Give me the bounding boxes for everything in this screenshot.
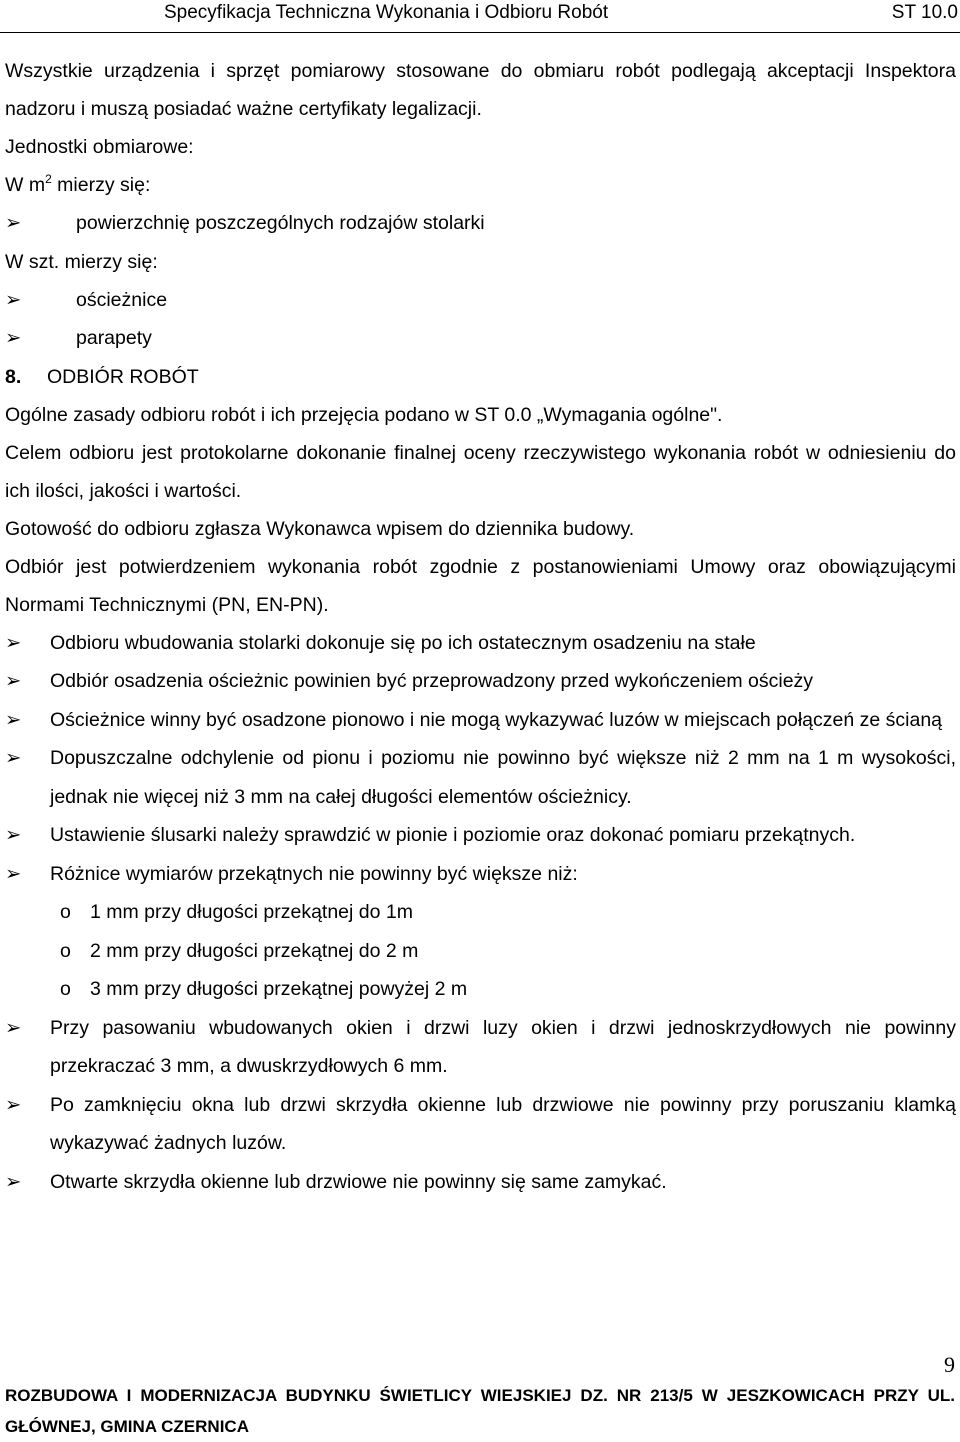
paragraph-aim: Celem odbioru jest protokolarne dokonanie finalnej oceny rzeczywistego wykonania robót w odniesieniu do ich ilości, jakości i wartości. [5, 441, 956, 502]
list-item [5, 281, 956, 320]
sub-list-item [5, 932, 956, 971]
list-item [5, 624, 956, 663]
m2-prefix: W m [5, 174, 46, 196]
section-number: 8. [5, 365, 22, 388]
arrow-bullet-icon: ➢ [5, 631, 22, 654]
list-item [5, 701, 956, 740]
list-item-text: powierzchnię poszczególnych rodzajów stolarki [76, 212, 485, 234]
units-label: Jednostki obmiarowe: [5, 136, 194, 158]
list-item-text: ościeżnice [76, 288, 168, 311]
list-item-text: Dopuszczalne odchylenie od pionu i poziomu nie powinno być większe niż 2 mm na 1 m wysokości, jednak nie więcej niż 3 mm na całej długości elementów ościeżnicy. [50, 747, 956, 808]
document-body [5, 52, 956, 1201]
m2-superscript: 2 [45, 172, 52, 186]
list-item [5, 1163, 956, 1202]
arrow-bullet-icon: ➢ [5, 1170, 22, 1193]
arrow-bullet-icon: ➢ [5, 1093, 22, 1116]
arrow-bullet-icon: ➢ [5, 708, 22, 731]
arrow-bullet-icon: ➢ [5, 670, 22, 692]
list-item [5, 1086, 956, 1163]
circle-bullet-icon: o [60, 978, 71, 1000]
list-item-text: Otwarte skrzydła okienne lub drzwiowe nie powinny się same zamykać. [50, 1170, 667, 1193]
paragraph-intro: Wszystkie urządzenia i sprzęt pomiarowy stosowane do obmiaru robót podlegają akceptacji Inspektora nadzoru i muszą posiadać ważne certyfikaty legalizacji. [5, 60, 956, 120]
arrow-bullet-icon: ➢ [5, 862, 22, 885]
list-item [5, 1009, 956, 1086]
list-item-text: Różnice wymiarów przekątnych nie powinny być większe niż: [50, 862, 578, 885]
list-item-text: Przy pasowaniu wbudowanych okien i drzwi luzy okien i drzwi jednoskrzydłowych nie powinny przekraczać 3 mm, a dwuskrzydłowych 6 mm. [50, 1016, 956, 1077]
list-item-text: Odbioru wbudowania stolarki dokonuje się po ich ostatecznym osadzeniu na stałe [50, 631, 756, 654]
section-heading [5, 358, 956, 396]
list-item-text: Po zamknięciu okna lub drzwi skrzydła okienne lub drzwiowe nie powinny przy poruszaniu klamką wykazywać żadnych luzów. [50, 1093, 956, 1154]
paragraph-ready: Gotowość do odbioru zgłasza Wykonawca wpisem do dziennika budowy. [5, 517, 635, 540]
arrow-bullet-icon: ➢ [5, 824, 22, 846]
list-item [5, 855, 956, 894]
arrow-bullet-icon: ➢ [5, 1016, 22, 1039]
list-item-text: Odbiór osadzenia ościeżnic powinien być przeprowadzony przed wykończeniem ościeży [50, 670, 814, 692]
page-header [0, 0, 960, 33]
sub-list-item-text: 3 mm przy długości przekątnej powyżej 2 m [90, 978, 468, 1000]
header-code: ST 10.0 [891, 2, 958, 23]
list-item-text: Ościeżnice winny być osadzone pionowo i nie mogą wykazywać luzów w miejscach połączeń ze ścianą [50, 708, 943, 731]
page-number: 9 [944, 1352, 955, 1377]
list-item [5, 319, 956, 358]
arrow-bullet-icon: ➢ [5, 212, 22, 234]
m2-suffix: mierzy się: [51, 174, 151, 196]
list-item-text: parapety [76, 327, 152, 349]
arrow-bullet-icon: ➢ [5, 747, 22, 769]
list-item [5, 739, 956, 816]
list-item [5, 816, 956, 855]
list-item [5, 662, 956, 701]
sub-list-item [5, 893, 956, 932]
paragraph-confirm: Odbiór jest potwierdzeniem wykonania robót zgodnie z postanowieniami Umowy oraz obowiązującymi Normami Technicznymi (PN, EN-PN). [5, 555, 956, 616]
header-title: Specyfikacja Techniczna Wykonania i Odbioru Robót [164, 2, 609, 23]
sub-list-item-text: 2 mm przy długości przekątnej do 2 m [90, 939, 419, 962]
paragraph-general: Ogólne zasady odbioru robót i ich przejęcia podano w ST 0.0 „Wymagania ogólne". [5, 403, 723, 426]
sub-list-item [5, 970, 956, 1009]
circle-bullet-icon: o [60, 939, 71, 962]
circle-bullet-icon: o [60, 901, 71, 923]
arrow-bullet-icon: ➢ [5, 327, 22, 349]
m2-label [5, 166, 956, 204]
szt-label: W szt. mierzy się: [5, 250, 158, 273]
sub-list-item-text: 1 mm przy długości przekątnej do 1m [90, 901, 413, 923]
list-item [5, 204, 956, 243]
list-item-text: Ustawienie ślusarki należy sprawdzić w pionie i poziomie oraz dokonać pomiaru przekątnych. [50, 824, 856, 846]
footer-project-title: ROZBUDOWA I MODERNIZACJA BUDYNKU ŚWIETLICY WIEJSKIEJ DZ. NR 213/5 W JESZKOWICACH PRZY UL. GŁÓWNEJ, GMINA CZERNICA [5, 1386, 955, 1436]
section-title: ODBIÓR ROBÓT [47, 365, 199, 388]
arrow-bullet-icon: ➢ [5, 288, 22, 311]
